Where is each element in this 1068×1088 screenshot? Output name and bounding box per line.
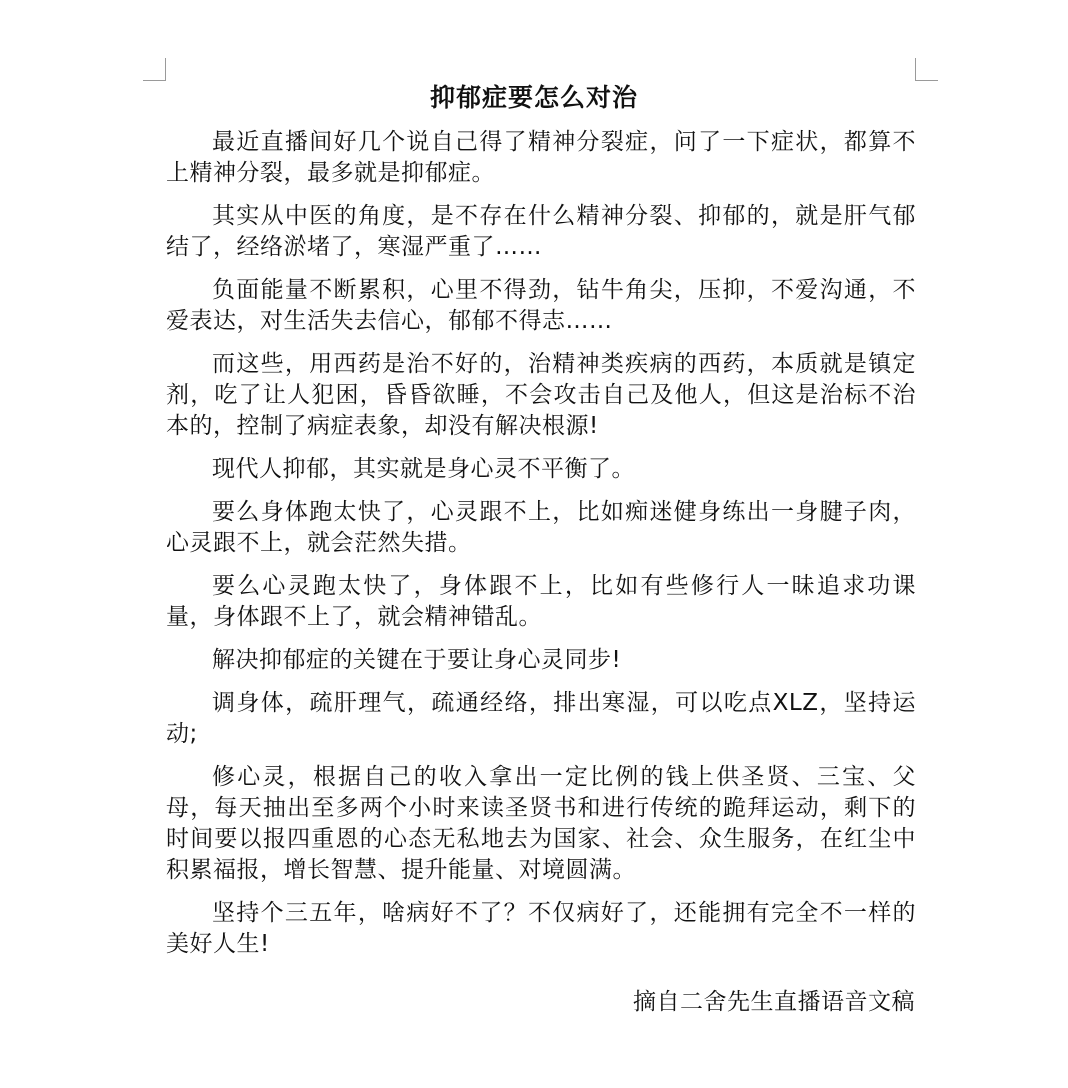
margin-mark-top-right (915, 58, 938, 81)
paragraph-2: 其实从中医的角度，是不存在什么精神分裂、抑郁的，就是肝气郁结了，经络淤堵了，寒湿严重了…… (166, 203, 916, 260)
paragraph-8: 解决抑郁症的关键在于要让身心灵同步! (212, 647, 622, 673)
document-body (166, 127, 916, 972)
paragraph-5: 现代人抑郁，其实就是身心灵不平衡了。 (212, 456, 635, 482)
paragraph-9: 调身体，疏肝理气，疏通经络，排出寒湿，可以吃点XLZ，坚持运动; (166, 690, 916, 747)
margin-mark-top-left (143, 58, 166, 81)
paragraph-10: 修心灵，根据自己的收入拿出一定比例的钱上供圣贤、三宝、父母，每天抽出至多两个小时来读圣贤书和进行传统的跪拜运动，剩下的时间要以报四重恩的心态无私地去为国家、社会、众生服务，在红尘中积累福报，增长智慧、提升能量、对境圆满。 (166, 764, 916, 883)
paragraph-3: 负面能量不断累积，心里不得劲，钻牛角尖，压抑，不爱沟通，不爱表达，对生活失去信心，郁郁不得志…… (166, 277, 916, 334)
paragraph-6: 要么身体跑太快了，心灵跟不上，比如痴迷健身练出一身腱子肉，心灵跟不上，就会茫然失措。 (166, 499, 916, 556)
paragraph-11: 坚持个三五年，啥病好不了？不仅病好了，还能拥有完全不一样的美好人生! (166, 900, 916, 957)
paragraph-1: 最近直播间好几个说自己得了精神分裂症，问了一下症状，都算不上精神分裂，最多就是抑郁症。 (166, 129, 916, 186)
signature-line: 摘自二舍先生直播语音文稿 (633, 989, 915, 1015)
page-title: 抑郁症要怎么对治 (429, 83, 638, 112)
paragraph-4: 而这些，用西药是治不好的，治精神类疾病的西药，本质就是镇定剂，吃了让人犯困，昏昏欲睡，不会攻击自己及他人，但这是治标不治本的，控制了病症表象，却没有解决根源! (166, 351, 916, 439)
paragraph-7: 要么心灵跑太快了，身体跟不上，比如有些修行人一昧追求功课量，身体跟不上了，就会精神错乱。 (166, 573, 916, 630)
